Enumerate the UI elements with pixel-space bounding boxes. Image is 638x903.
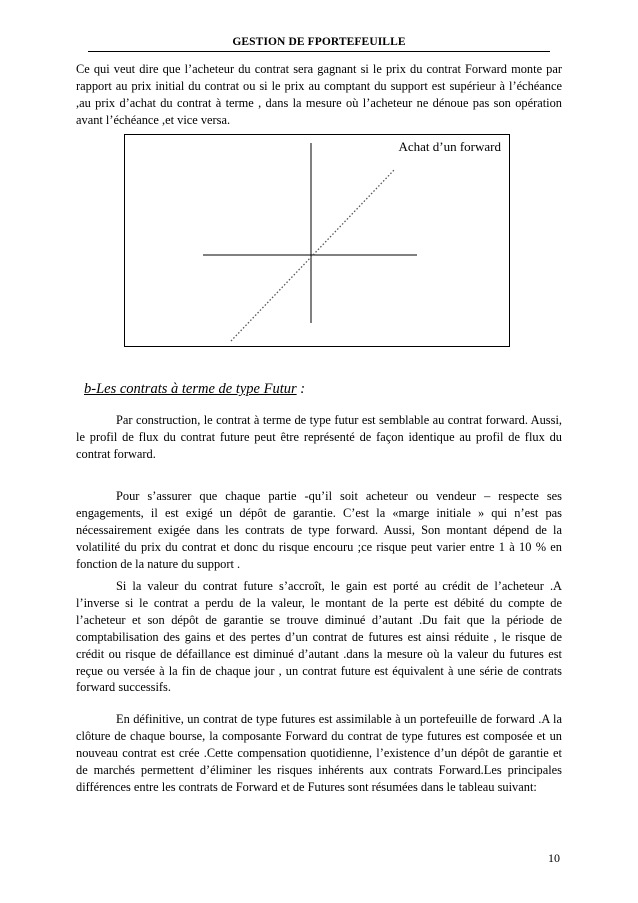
section-heading <box>84 381 305 398</box>
paragraph-4: En définitive, un contrat de type futures est assimilable à un portefeuille de forward .A la clôture de chaque bourse, la composante Forward du contrat de type futures est composée et un nouveau contrat est crée .Cette compensation quotidienne, l’existence d’un dépôt de garantie et de marchés permettent d’éliminer les risques inhérents aux contrats Forward.Les principales différences entre les contrats de Forward et de Futures sont résumées dans le tableau suivant: <box>76 712 562 794</box>
running-header: GESTION DE FPORTEFEUILLE <box>232 36 406 48</box>
paragraph-1: Par construction, le contrat à terme de type futur est semblable au contrat forward. Aussi, le profil de flux du contrat future peut être représenté de façon identique au profil de flux du contrat forward. <box>76 413 562 461</box>
payoff-diagram <box>125 135 511 348</box>
paragraph-2: Pour s’assurer que chaque partie -qu’il soit acheteur ou vendeur – respecte ses engagements, il est exigé un dépôt de garantie. C’est la «marge initiale » qui n’est pas nécessairement exigée dans les contrats de type forward. Aussi, Son montant dépend de la volatilité du prix du contrat et donc du risque encouru ;ce risque peut varier entre 1 à 10 % en fonction de la nature du support . <box>76 489 562 571</box>
figure-caption: Achat d’un forward <box>398 139 501 154</box>
forward-payoff-figure <box>124 134 510 347</box>
section-heading-text: b-Les contrats à terme de type Futur <box>84 381 297 397</box>
intro-paragraph: Ce qui veut dire que l’acheteur du contrat sera gagnant si le prix du contrat Forward monte par rapport au prix initial du contrat ou si le prix au comptant du support est supérieur à l’échéance ,au prix d’achat du contrat à terme , dans la mesure où l’acheteur ne dénoue pas son opération avant l’échéance ,et vice versa. <box>76 62 562 127</box>
paragraph-3: Si la valeur du contrat future s’accroît, le gain est porté au crédit de l’acheteur .A l’inverse si le contrat a perdu de la valeur, le montant de la perte est débité du compte de l’acheteur et son dépôt de garantie se trouve diminué d’autant .Du fait que la période de comptabilisation des gains et des pertes d’un contrat de futures est ainsi réduite , le risque de crédit ou risque de défaillance est diminué d’autant .dans la mesure où la valeur du futures est reçue ou versée à la fin de chaque jour , un contrat future est équivalent à une série de contrats forward successifs. <box>76 579 562 695</box>
page-number: 10 <box>548 851 560 865</box>
header-rule <box>88 51 550 52</box>
section-heading-suffix: : <box>296 381 306 397</box>
